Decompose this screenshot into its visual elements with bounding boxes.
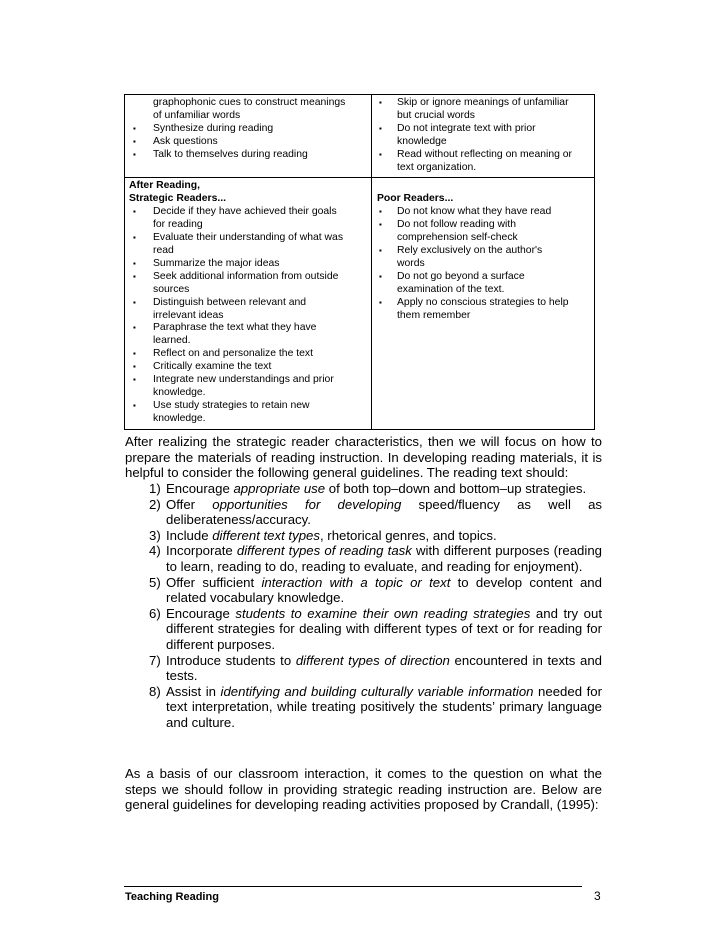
list-item-text: Synthesize during reading bbox=[153, 122, 274, 134]
list-item-text: learned. bbox=[153, 335, 191, 347]
emphasis-text: different types of direction bbox=[295, 652, 450, 668]
bullet-icon: ▪ bbox=[379, 245, 382, 255]
guideline-text: needed for text interpretation, while treating positively the students’ primary language and culture. bbox=[166, 683, 602, 730]
list-item-text: read bbox=[153, 244, 174, 256]
guideline-text: Include bbox=[166, 527, 213, 543]
list-item-text: Apply no conscious strategies to help bbox=[397, 296, 569, 308]
emphasis-text: students to examine their own reading strategies bbox=[235, 605, 531, 621]
list-item-text: Talk to themselves during reading bbox=[153, 148, 308, 160]
list-item-text: Rely exclusively on the author's bbox=[397, 244, 543, 256]
footer-divider bbox=[124, 886, 582, 887]
list-item bbox=[377, 245, 590, 271]
guideline-number: 8) bbox=[149, 683, 161, 699]
list-item bbox=[129, 232, 367, 258]
reader-comparison-table bbox=[124, 94, 595, 430]
guideline-text: encountered in texts and tests. bbox=[166, 652, 602, 684]
emphasis-text: identifying and building culturally variable information bbox=[220, 683, 534, 699]
bullet-icon: ▪ bbox=[133, 207, 136, 217]
guideline-text: to develop content and related vocabulary knowledge. bbox=[166, 574, 602, 606]
after-reading-strategic-cell bbox=[125, 178, 372, 428]
list-item-text: Paraphrase the text what they have bbox=[153, 322, 317, 334]
guideline-item bbox=[125, 653, 602, 684]
guideline-text: Offer bbox=[166, 496, 213, 512]
list-item-text: Seek additional information from outside bbox=[153, 270, 339, 282]
bullet-icon: ▪ bbox=[133, 149, 136, 159]
list-item bbox=[377, 271, 590, 297]
list-item bbox=[375, 149, 590, 175]
list-item-text: Do not follow reading with bbox=[397, 219, 516, 231]
list-item-text: Do not know what they have read bbox=[397, 206, 552, 218]
guideline-item bbox=[125, 575, 602, 606]
bullet-icon: ▪ bbox=[379, 297, 382, 307]
paragraph-guidelines-intro: After realizing the strategic reader characteristics, then we will focus on how to prepare the materials of reading instruction. In developing reading materials, it is helpful to consider the following general guidelines. The reading text should: bbox=[125, 434, 602, 481]
poor-readers-cell bbox=[372, 95, 594, 177]
list-item bbox=[129, 297, 367, 323]
guideline-number: 2) bbox=[149, 496, 161, 512]
list-item bbox=[129, 361, 367, 374]
guideline-text: Encourage bbox=[166, 481, 234, 496]
list-item-text: Distinguish between relevant and bbox=[153, 296, 307, 308]
list-item-text: sources bbox=[153, 283, 190, 295]
bullet-icon: ▪ bbox=[133, 258, 136, 268]
guideline-text: speed/fluency as well as deliberateness/accuracy. bbox=[166, 496, 602, 528]
emphasis-text: opportunities for developing bbox=[212, 496, 402, 512]
strategic-readers-heading: Strategic Readers... bbox=[129, 193, 227, 205]
list-item-text: comprehension self-check bbox=[397, 232, 518, 244]
list-item bbox=[129, 374, 367, 400]
strategic-readers-cell bbox=[125, 95, 372, 177]
strategic-readers-list bbox=[129, 97, 367, 162]
list-item bbox=[129, 123, 367, 136]
guideline-text: Assist in bbox=[166, 683, 221, 699]
page-number: 3 bbox=[594, 889, 601, 903]
guideline-item bbox=[125, 528, 602, 544]
guideline-number: 7) bbox=[149, 652, 161, 668]
bullet-icon: ▪ bbox=[133, 375, 136, 385]
list-item-text: graphophonic cues to construct meanings bbox=[153, 97, 346, 108]
guideline-number: 5) bbox=[149, 574, 161, 590]
emphasis-text: appropriate use bbox=[233, 481, 326, 496]
list-item bbox=[129, 258, 367, 271]
list-item-text: knowledge. bbox=[153, 412, 206, 424]
list-item-text: but crucial words bbox=[397, 109, 475, 121]
guideline-text: with different purposes (reading to learn, reading to do, reading to evaluate, and reading for enjoyment). bbox=[166, 543, 602, 574]
bullet-icon: ▪ bbox=[133, 271, 136, 281]
list-item-text: Do not go beyond a surface bbox=[397, 270, 525, 282]
list-item bbox=[129, 348, 367, 361]
bullet-icon: ▪ bbox=[133, 400, 136, 410]
poor-readers-heading: Poor Readers... bbox=[377, 193, 454, 205]
list-item bbox=[375, 123, 590, 149]
guideline-text: , rhetorical genres, and topics. bbox=[319, 527, 497, 543]
guideline-text: and try out different strategies for dealing with different types of text or for reading for different purposes. bbox=[166, 605, 602, 652]
bullet-icon: ▪ bbox=[379, 149, 382, 159]
bullet-icon: ▪ bbox=[379, 271, 382, 281]
bullet-icon: ▪ bbox=[133, 349, 136, 359]
guideline-item bbox=[125, 684, 602, 731]
bullet-icon: ▪ bbox=[133, 233, 136, 243]
bullet-icon: ▪ bbox=[379, 220, 382, 230]
list-item-text: Ask questions bbox=[153, 135, 218, 147]
list-item-text: Do not integrate text with prior bbox=[397, 122, 536, 134]
list-item-text: Reflect on and personalize the text bbox=[153, 348, 313, 360]
after-reading-poor-cell bbox=[372, 178, 594, 428]
bullet-icon: ▪ bbox=[133, 123, 136, 133]
guideline-number: 4) bbox=[149, 543, 161, 559]
emphasis-text: different types of reading task bbox=[236, 543, 412, 559]
list-item-text: knowledge. bbox=[153, 386, 206, 398]
bullet-icon: ▪ bbox=[133, 323, 136, 333]
list-item-text: knowledge bbox=[397, 135, 447, 147]
guideline-item bbox=[125, 497, 602, 528]
emphasis-text: interaction with a topic or text bbox=[261, 574, 451, 590]
list-item bbox=[377, 219, 590, 245]
list-item-text: Use study strategies to retain new bbox=[153, 399, 310, 411]
bullet-icon: ▪ bbox=[133, 136, 136, 146]
paragraph-classroom-interaction: As a basis of our classroom interaction, it comes to the question on what the steps we should follow in providing strategic reading instruction are. Below are general guidelines for developing reading activities proposed by Crandall, (1995): bbox=[125, 766, 602, 813]
table-row bbox=[125, 178, 594, 428]
list-item-text: for reading bbox=[153, 219, 203, 231]
strategic-readers-list bbox=[129, 206, 367, 425]
guideline-text: Offer sufficient bbox=[166, 574, 262, 590]
guideline-text: of both top–down and bottom–up strategies. bbox=[325, 481, 587, 496]
table-row bbox=[125, 95, 594, 178]
guideline-text: Introduce students to bbox=[166, 652, 296, 668]
guideline-item bbox=[125, 543, 602, 574]
list-item-text: examination of the text. bbox=[397, 283, 505, 295]
guideline-item bbox=[125, 481, 602, 497]
guideline-text: Encourage bbox=[166, 605, 236, 621]
list-item-text: Critically examine the text bbox=[153, 361, 272, 373]
bullet-icon: ▪ bbox=[133, 362, 136, 372]
list-item bbox=[129, 400, 367, 426]
list-item bbox=[377, 206, 590, 219]
bullet-icon: ▪ bbox=[379, 98, 382, 107]
guideline-number: 3) bbox=[149, 527, 161, 543]
bullet-icon: ▪ bbox=[133, 297, 136, 307]
list-item-text: Integrate new understandings and prior bbox=[153, 374, 334, 386]
list-item bbox=[129, 271, 367, 297]
guideline-number: 1) bbox=[149, 481, 161, 496]
list-item-text: Summarize the major ideas bbox=[153, 257, 280, 269]
list-item bbox=[129, 322, 367, 348]
guideline-item bbox=[125, 606, 602, 653]
list-item-text: text organization. bbox=[397, 161, 477, 173]
list-item bbox=[129, 136, 367, 149]
list-item-text: Skip or ignore meanings of unfamiliar bbox=[397, 97, 569, 108]
list-item bbox=[377, 297, 590, 323]
bullet-icon: ▪ bbox=[379, 207, 382, 217]
footer-title: Teaching Reading bbox=[125, 891, 219, 903]
poor-readers-list bbox=[375, 97, 590, 174]
list-item-text: irrelevant ideas bbox=[153, 309, 224, 321]
list-item-text: Decide if they have achieved their goals bbox=[153, 206, 337, 218]
list-item bbox=[129, 97, 367, 123]
list-item-text: words bbox=[397, 257, 425, 269]
guideline-number: 6) bbox=[149, 605, 161, 621]
emphasis-text: different text types bbox=[212, 527, 320, 543]
reading-text-guidelines-list bbox=[125, 481, 602, 731]
list-item-text: of unfamiliar words bbox=[153, 109, 241, 121]
list-item-text: Evaluate their understanding of what was bbox=[153, 232, 344, 244]
list-item bbox=[129, 149, 367, 162]
after-reading-heading: After Reading, bbox=[129, 180, 201, 192]
list-item bbox=[129, 206, 367, 232]
guideline-text: Incorporate bbox=[166, 543, 237, 559]
poor-readers-list bbox=[377, 206, 590, 322]
list-item-text: them remember bbox=[397, 309, 471, 321]
list-item-text: Read without reflecting on meaning or bbox=[397, 148, 573, 160]
list-item bbox=[375, 97, 590, 123]
bullet-icon: ▪ bbox=[379, 123, 382, 133]
